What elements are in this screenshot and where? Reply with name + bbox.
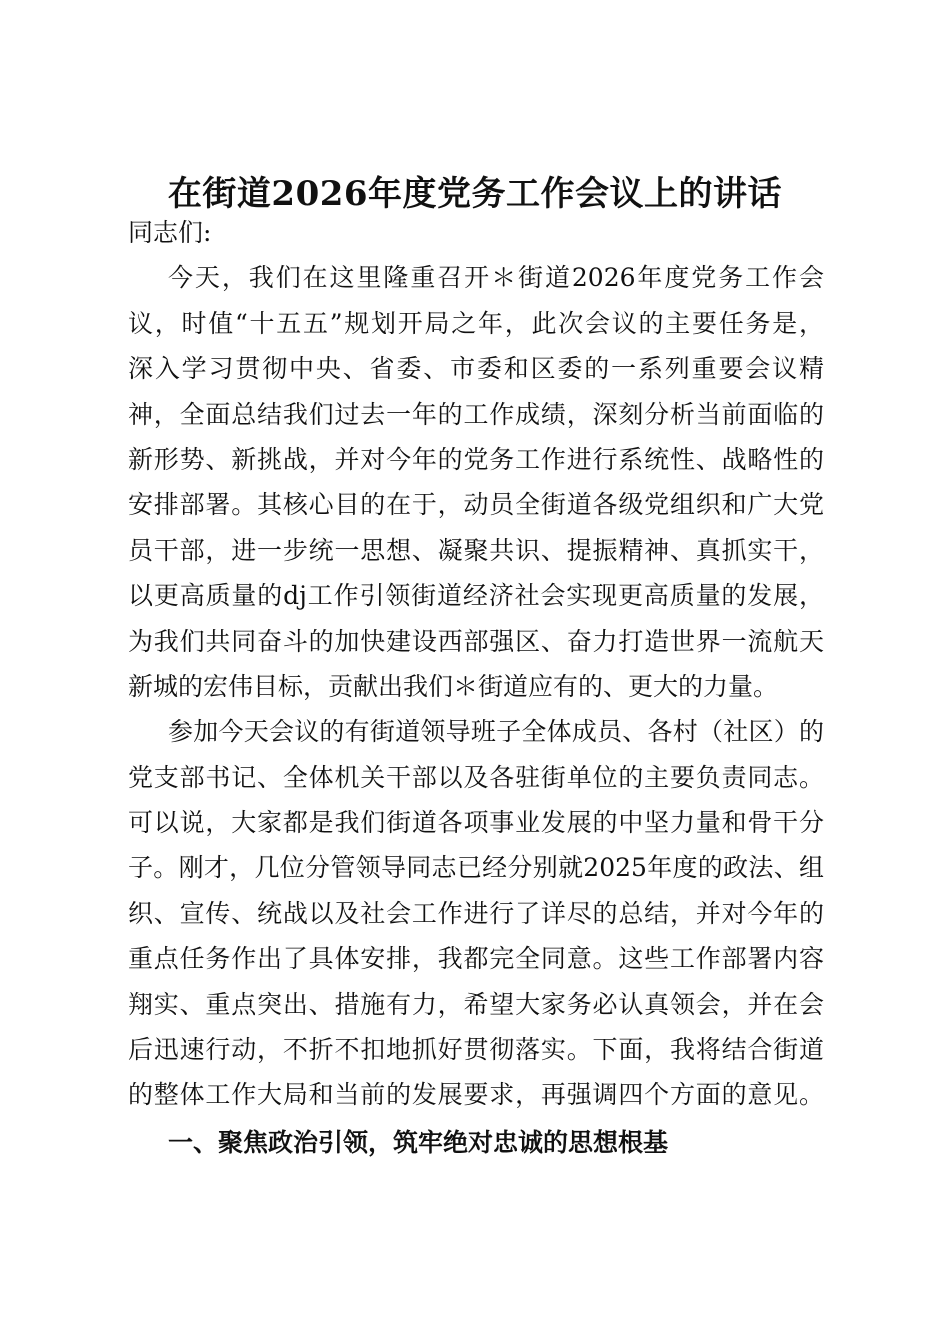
paragraph-line: 以更高质量的dj工作引领街道经济社会实现更高质量的发展， <box>128 581 824 611</box>
paragraph-line: 重点任务作出了具体安排，我都完全同意。这些工作部署内容 <box>128 944 824 974</box>
section-heading: 一、聚焦政治引领，筑牢绝对忠诚的思想根基 <box>168 1127 669 1157</box>
paragraph-line: 深入学习贯彻中央、省委、市委和区委的一系列重要会议精 <box>128 354 824 384</box>
paragraph-line: 为我们共同奋斗的加快建设西部强区、奋力打造世界一流航天 <box>128 626 824 656</box>
paragraph-line: 后迅速行动，不折不扣地抓好贯彻落实。下面，我将结合街道 <box>128 1035 824 1065</box>
paragraph-line: 议，时值“十五五”规划开局之年，此次会议的主要任务是， <box>128 308 824 338</box>
paragraph-line: 神，全面总结我们过去一年的工作成绩，深刻分析当前面临的 <box>128 399 824 429</box>
paragraph-line: 党支部书记、全体机关干部以及各驻街单位的主要负责同志。 <box>128 762 824 792</box>
paragraph-line: 翔实、重点突出、措施有力，希望大家务必认真领会，并在会 <box>128 989 824 1019</box>
document-body <box>128 210 824 1165</box>
paragraph-line: 参加今天会议的有街道领导班子全体成员、各村（社区）的 <box>168 717 824 747</box>
paragraph-line: 子。刚才，几位分管领导同志已经分别就2025年度的政法、组 <box>128 853 824 883</box>
salutation: 同志们: <box>128 218 212 247</box>
document-title: 在街道2026年度党务工作会议上的讲话 <box>167 174 783 214</box>
paragraph-1 <box>128 255 824 709</box>
paragraph-line: 安排部署。其核心目的在于，动员全街道各级党组织和广大党 <box>128 490 824 520</box>
paragraph-line: 今天，我们在这里隆重召开＊街道2026年度党务工作会 <box>168 263 824 293</box>
paragraph-line: 可以说，大家都是我们街道各项事业发展的中坚力量和骨干分 <box>128 808 824 838</box>
paragraph-line: 新形势、新挑战，并对今年的党务工作进行系统性、战略性的 <box>128 444 824 474</box>
paragraph-line: 员干部，进一步统一思想、凝聚共识、提振精神、真抓实干， <box>128 535 824 565</box>
paragraph-line: 新城的宏伟目标，贡献出我们＊街道应有的、更大的力量。 <box>128 671 779 701</box>
paragraph-line: 织、宣传、统战以及社会工作进行了详尽的总结，并对今年的 <box>128 898 824 928</box>
paragraph-line: 的整体工作大局和当前的发展要求，再强调四个方面的意见。 <box>128 1080 824 1110</box>
paragraph-2 <box>128 709 824 1118</box>
